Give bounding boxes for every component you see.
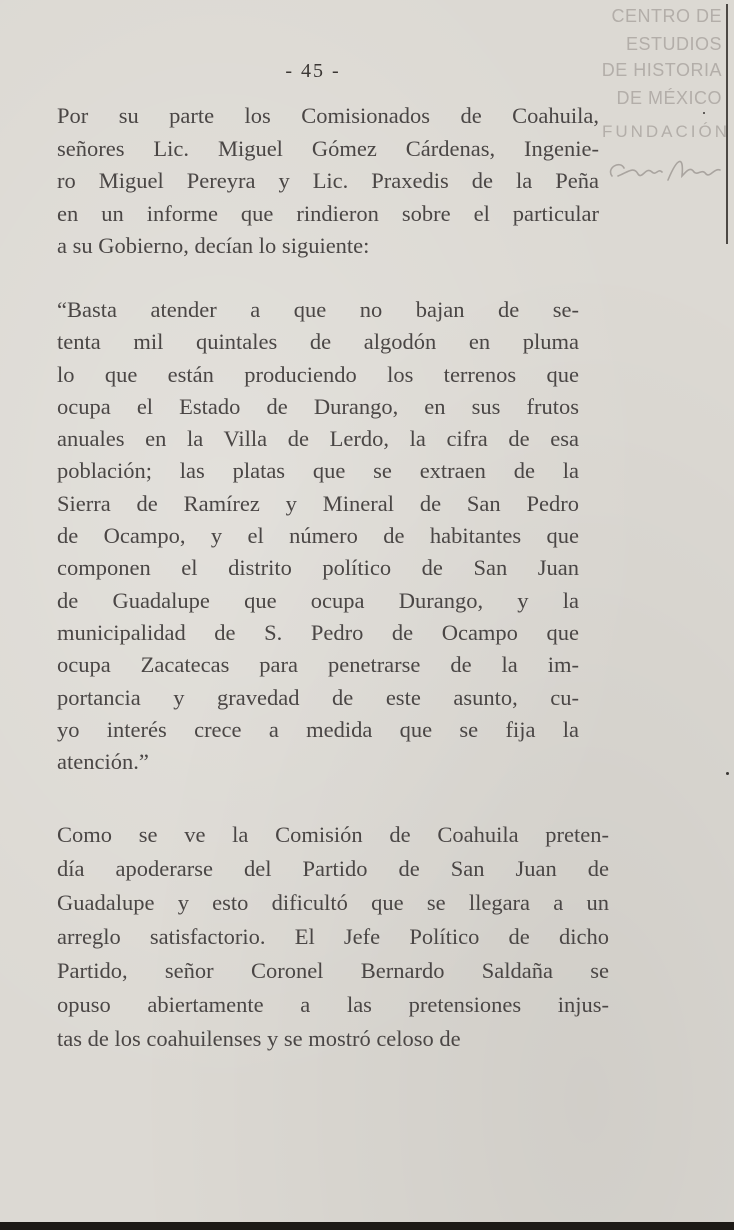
watermark-line: FUNDACIÓN bbox=[601, 122, 730, 141]
paragraph-intro bbox=[57, 100, 599, 263]
text-line: población; las platas que se extraen de la bbox=[57, 458, 579, 484]
paper-speck bbox=[703, 112, 705, 114]
text-line: componen el distrito político de San Juan bbox=[57, 555, 579, 581]
signature-icon bbox=[598, 146, 728, 196]
watermark-line: DE MÉXICO bbox=[616, 88, 722, 108]
text-line: tenta mil quintales de algodón en pluma bbox=[57, 329, 579, 355]
text-line: Guadalupe y esto dificultó que se llegara a un bbox=[57, 890, 609, 915]
text-line: señores Lic. Miguel Gómez Cárdenas, Ingenie- bbox=[57, 135, 599, 161]
page-bottom-edge bbox=[0, 1222, 734, 1230]
text-line: opuso abiertamente a las pretensiones injus- bbox=[57, 992, 609, 1017]
text-line: “Basta atender a que no bajan de se- bbox=[57, 297, 579, 322]
text-line: arreglo satisfactorio. El Jefe Político de dicho bbox=[57, 924, 609, 949]
text-line: yo interés crece a medida que se fija la bbox=[57, 716, 579, 742]
text-line: Partido, señor Coronel Bernardo Saldaña se bbox=[57, 958, 609, 983]
paper-speck bbox=[726, 772, 729, 775]
watermark-line: DE HISTORIA bbox=[601, 60, 722, 80]
paragraph-commentary bbox=[57, 818, 609, 1056]
text-line: a su Gobierno, decían lo siguiente: bbox=[57, 233, 370, 258]
text-line: lo que están produciendo los terrenos que bbox=[57, 361, 579, 387]
text-line: Como se ve la Comisión de Coahuila preten- bbox=[57, 822, 609, 847]
watermark-line: ESTUDIOS bbox=[625, 34, 722, 54]
text-line: anuales en la Villa de Lerdo, la cifra de esa bbox=[57, 426, 579, 452]
text-line: ro Miguel Pereyra y Lic. Praxedis de la Peña bbox=[57, 168, 599, 193]
text-line: ocupa Zacatecas para penetrarse de la im- bbox=[57, 652, 579, 678]
text-line: de Ocampo, y el número de habitantes que bbox=[57, 523, 579, 549]
quoted-report bbox=[57, 294, 579, 778]
watermark-line: CENTRO DE bbox=[611, 6, 722, 26]
text-line: municipalidad de S. Pedro de Ocampo que bbox=[57, 619, 579, 645]
text-line: día apoderarse del Partido de San Juan de bbox=[57, 856, 609, 881]
text-line: tas de los coahuilenses y se mostró celoso de bbox=[57, 1026, 461, 1051]
text-line: Sierra de Ramírez y Mineral de San Pedro bbox=[57, 490, 579, 516]
text-line: atención.” bbox=[57, 749, 149, 775]
text-line: ocupa el Estado de Durango, en sus frutos bbox=[57, 393, 579, 419]
page-number: - 45 - bbox=[285, 60, 341, 82]
text-line: Por su parte los Comisionados de Coahuila, bbox=[57, 103, 599, 128]
text-line: de Guadalupe que ocupa Durango, y la bbox=[57, 587, 579, 613]
text-line: portancia y gravedad de este asunto, cu- bbox=[57, 684, 579, 710]
text-line: en un informe que rindieron sobre el particular bbox=[57, 200, 599, 226]
